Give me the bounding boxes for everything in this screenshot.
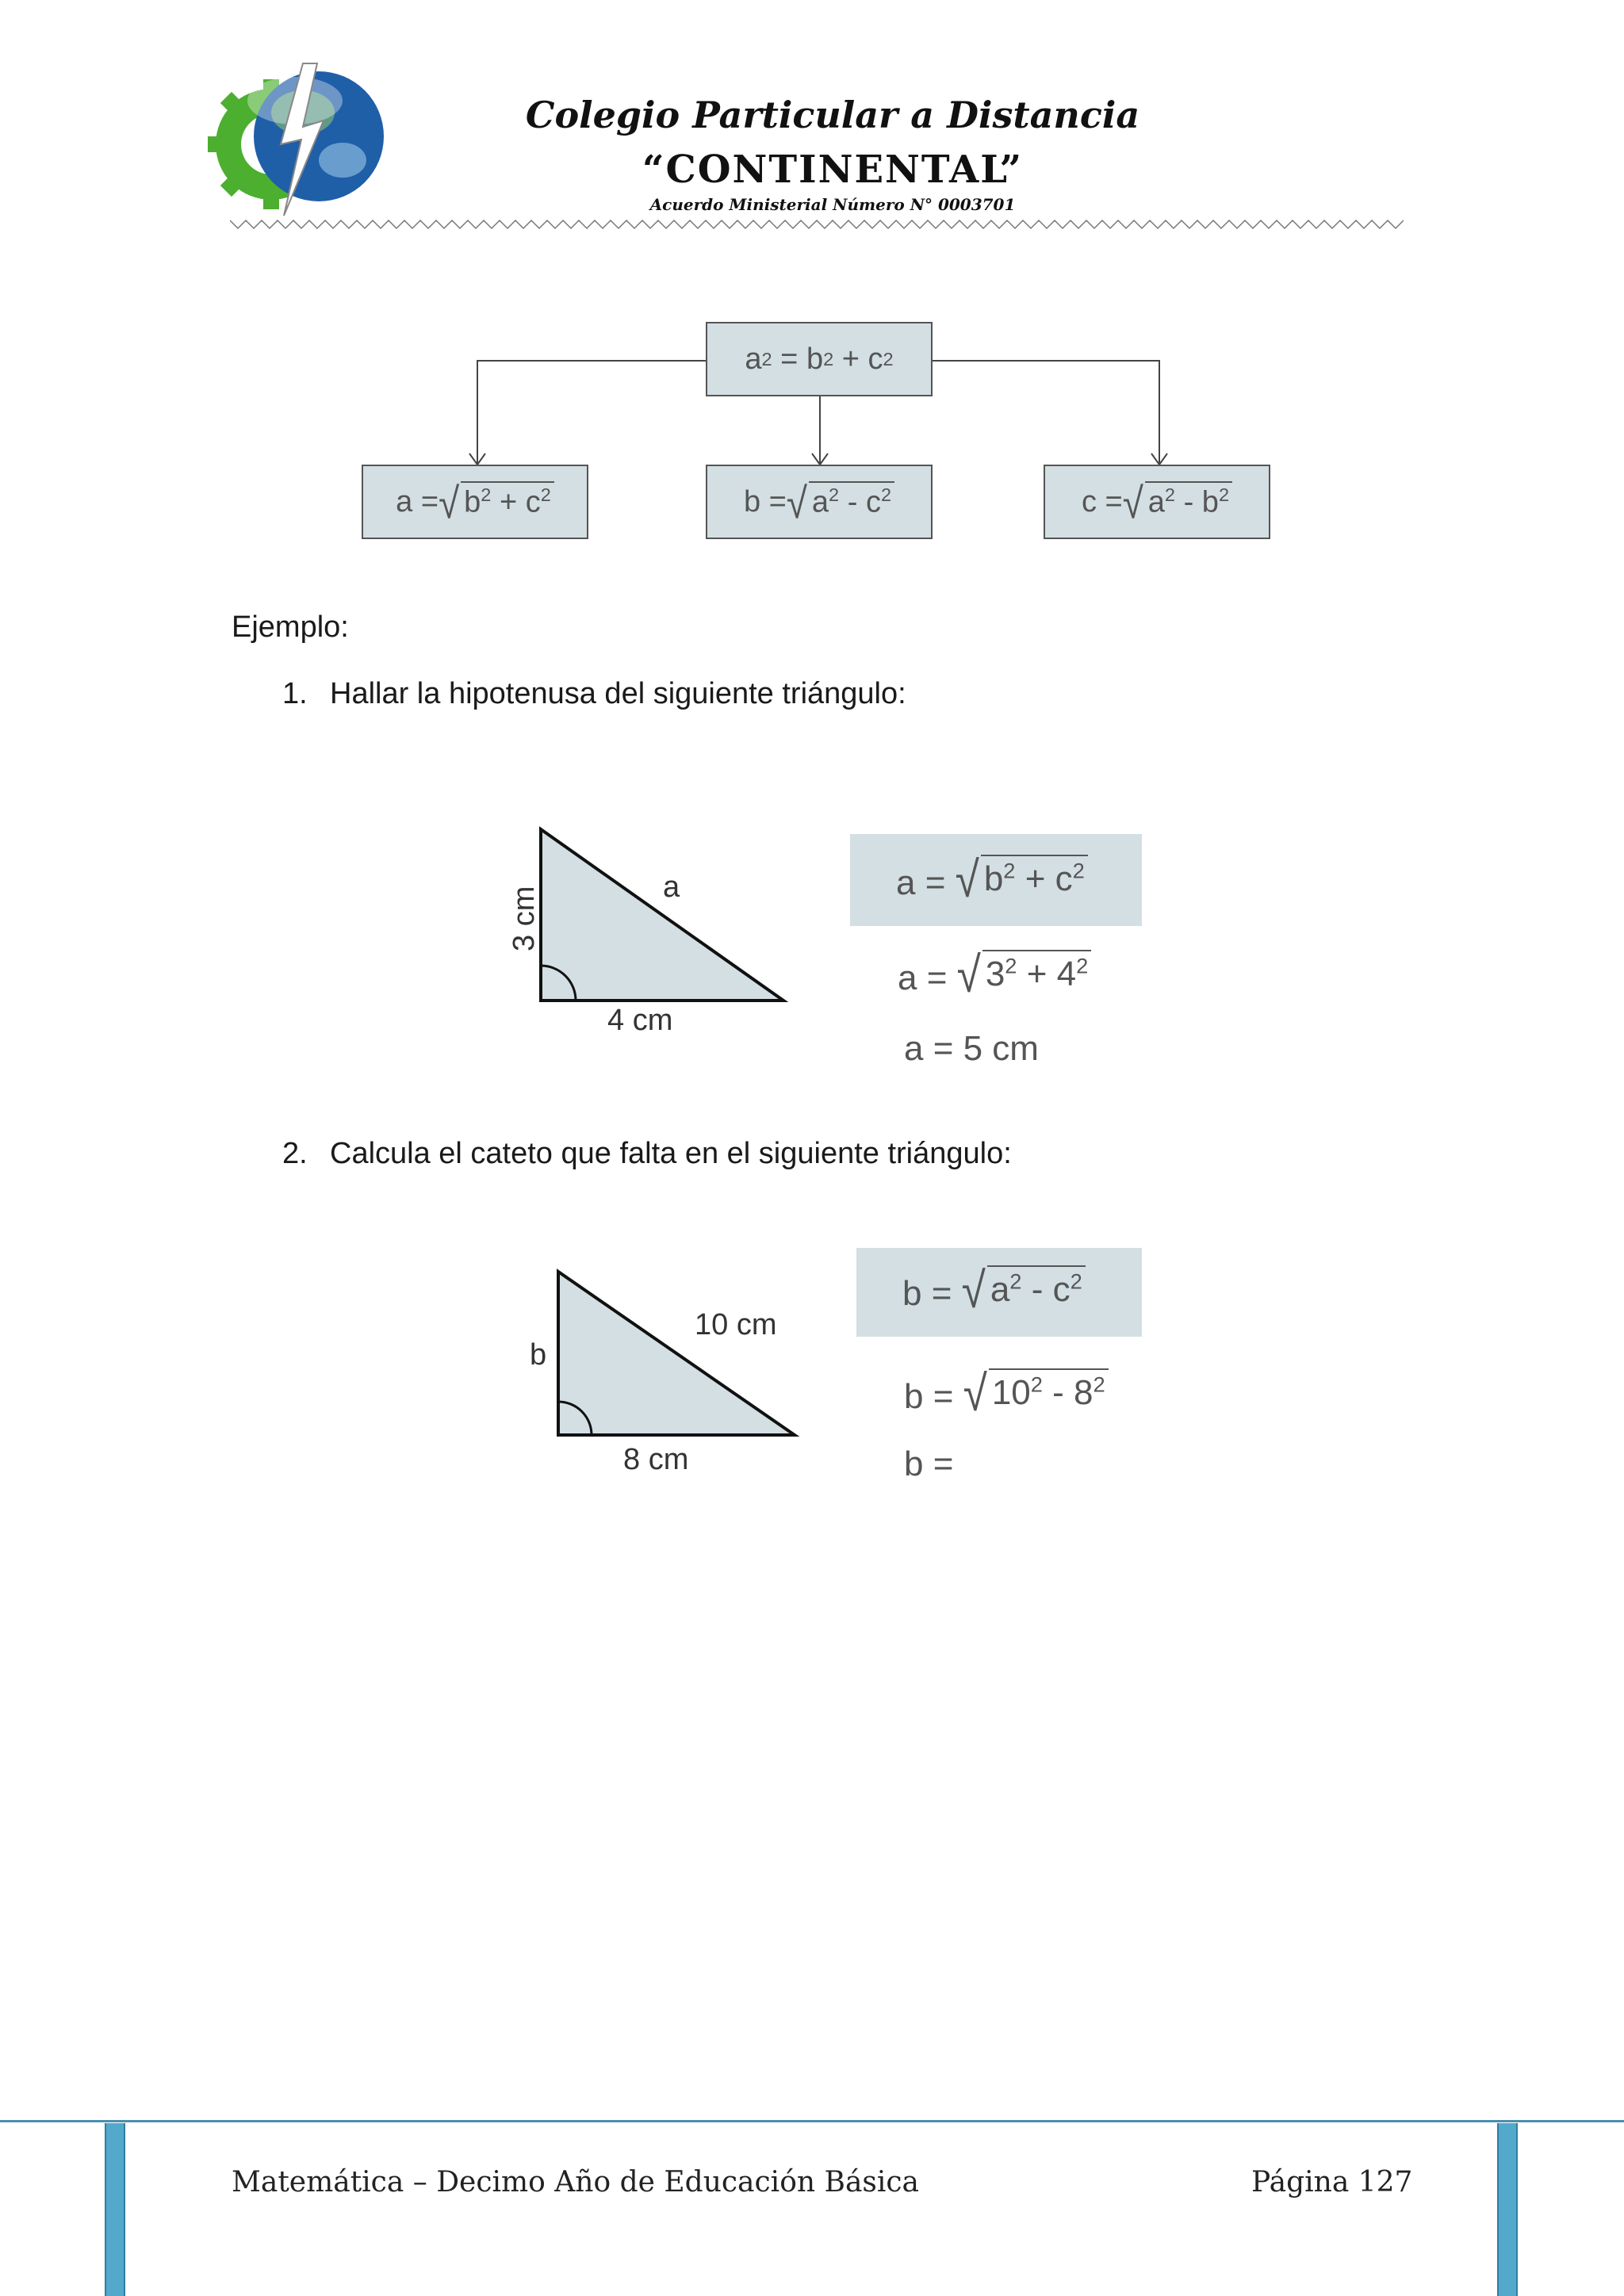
exercise-2-text: Calcula el cateto que falta en el siguiente triángulo: bbox=[330, 1137, 1012, 1170]
example-1-step: a = √ $3^2 + 4^2$ bbox=[898, 950, 1091, 998]
triangle-2-horizontal-side: 8 cm bbox=[623, 1443, 689, 1476]
pythagoras-formula-box: a 2 = b 2 + c 2 bbox=[706, 322, 933, 396]
formula-c-box: c = √ $a^2 - b^2$ bbox=[1044, 465, 1270, 539]
footer-course-title: Matemática – Decimo Año de Educación Básica bbox=[232, 2166, 920, 2198]
footer-rule bbox=[0, 2120, 1624, 2122]
exercise-1-text: Hallar la hipotenusa del siguiente triángulo: bbox=[330, 677, 906, 710]
exercise-2-number: 2. bbox=[282, 1137, 308, 1170]
school-name: “CONTINENTAL” bbox=[642, 147, 1024, 192]
exercise-1-prompt bbox=[282, 677, 906, 711]
agreement-number: Acuerdo Ministerial Número N° 0003701 bbox=[649, 195, 1016, 214]
triangle-1-hypotenuse: a bbox=[663, 871, 680, 904]
example-2-step: b = √ $10^2 - 8^2$ bbox=[904, 1368, 1109, 1417]
example-2-formula: b = √ $a^2 - c^2$ bbox=[902, 1265, 1086, 1314]
triangle-2-hypotenuse: 10 cm bbox=[695, 1308, 777, 1341]
example-1-result: a = 5 cm bbox=[904, 1029, 1039, 1068]
school-logo bbox=[208, 57, 390, 224]
example-1-formula: a = √ $b^2 + c^2$ bbox=[896, 855, 1088, 903]
footer-left-bar bbox=[105, 2123, 125, 2296]
footer-page-number: Página 127 bbox=[1251, 2166, 1413, 2198]
school-line: Colegio Particular a Distancia bbox=[525, 94, 1140, 136]
triangle-2-vertical-side: b bbox=[530, 1338, 547, 1372]
exercise-1-number: 1. bbox=[282, 677, 308, 710]
triangle-1-horizontal-side: 4 cm bbox=[607, 1004, 673, 1037]
footer-right-bar bbox=[1497, 2123, 1518, 2296]
example-heading: Ejemplo: bbox=[232, 610, 349, 644]
exercise-2-prompt bbox=[282, 1137, 1012, 1171]
triangle-1-vertical-side: 3 cm bbox=[508, 886, 541, 951]
header-divider bbox=[230, 217, 1404, 233]
formula-b-box: b = √ $a^2 - c^2$ bbox=[706, 465, 933, 539]
example-2-result: b = bbox=[904, 1445, 954, 1483]
formula-a-box: a = √ $b^2 + c^2$ bbox=[362, 465, 588, 539]
